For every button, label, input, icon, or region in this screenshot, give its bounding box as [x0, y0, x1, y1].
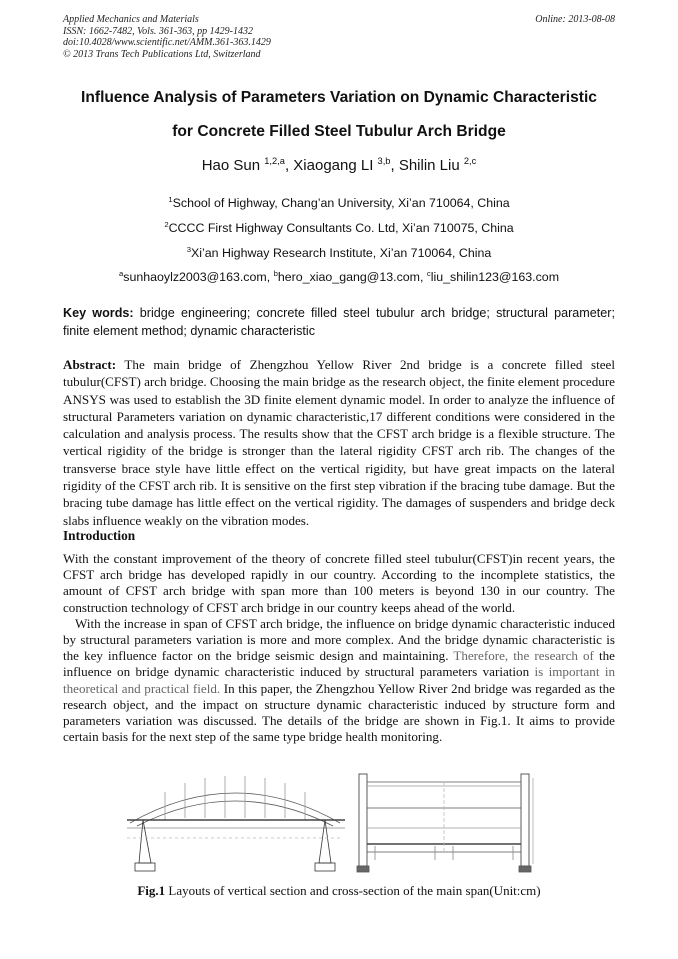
title-line-1: Influence Analysis of Parameters Variation on Dynamic Characteristic [81, 89, 597, 106]
doi-line: doi:10.4028/www.scientific.net/AMM.361-363.1429 [63, 37, 271, 48]
affiliation-1 [0, 196, 678, 210]
intro-text: In this paper, the Zhengzhou Yellow River 2nd bridge was regarded as the research object, and the impact on structure dynamic characteristic induced by structure form and parameters variation was discussed. The details of the bridge are shown in Fig.1. It aims to provide certain basis for the next step of the same type bridge health monitoring. [63, 680, 615, 745]
abstract [63, 356, 615, 529]
figure-1 [125, 768, 565, 878]
affiliation-sup: 3 [186, 244, 191, 254]
intro-paragraph-1: With the constant improvement of the theory of concrete filled steel tubulur(CFST)in recent years, the CFST arch bridge has developed rapidly in our country. According to the incomplete statistics, the amount of CFST arch bridge with span more than 100 meters is beyond 130 in our country. The construction technology of CFST arch bridge in our country keeps ahead of the world. [63, 551, 615, 615]
copyright-line: © 2013 Trans Tech Publications Ltd, Switzerland [63, 48, 261, 60]
author-sup: 1,2,a [264, 156, 285, 166]
author-name: Shilin Liu [398, 157, 464, 174]
author-sup: 3,b [377, 156, 391, 166]
keywords [63, 304, 615, 340]
keywords-label: Key words: [63, 306, 134, 320]
affiliation-text: CCCC First Highway Consultants Co. Ltd, Xi’an 710075, China [168, 221, 514, 235]
intro-text: Therefore, the research of [448, 648, 594, 664]
title-line-2: for Concrete Filled Steel Tubulur Arch Bridge [172, 123, 506, 140]
cross-section-drawing [357, 774, 533, 872]
author-list [0, 157, 678, 174]
affiliation-3 [0, 246, 678, 260]
author-name: Hao Sun [201, 157, 265, 174]
keywords-text: bridge engineering; concrete filled steel tubulur arch bridge; structural parameter; finite element method; dynamic characteristic [63, 306, 615, 338]
affiliation-sup: 2 [164, 219, 169, 229]
email-sup: c [426, 268, 431, 278]
affiliation-text: School of Highway, Chang’an University, Xi’an 710064, China [172, 196, 510, 210]
affiliation-sup: 1 [168, 194, 173, 204]
author-sep: , [390, 157, 399, 174]
affiliation-2 [0, 221, 678, 235]
journal-header [63, 14, 615, 60]
affiliation-text: Xi’an Highway Research Institute, Xi’an 710064, China [190, 246, 492, 260]
email-text: sunhaoylz2003@163.com, [123, 270, 274, 284]
email-text: hero_xiao_gang@13.com, [277, 270, 427, 284]
email-sup: b [273, 268, 278, 278]
intro-text: is important in theoretical and practical field. [63, 664, 616, 696]
abstract-text: The main bridge of Zhengzhou Yellow River 2nd bridge is a concrete filled steel tubulur(CFST) arch bridge. Choosing the main bridge as the research object, the finite element procedure ANSYS was used to establish the 3D finite element dynamic model. In order to analyze the influence of structural Parameters variation on dynamic characteristic,17 different conditions were considered in the calculation and analysis process. The results show that the CFST arch bridge is a flexible structure. The vertical rigidity of the bridge is stronger than the lateral rigidity CFST arch rib. The changes of the transverse brace style have little effect on the vertical rigidity, but have great impacts on the lateral rigidity of the CFST arch rib. It is sensitive on the first step vibration if the bracing tube damage. But the bracing tube damage has little effect on the vertical rigidity. The damages of suspenders and bridge deck slabs influence weakly on the vibration modes. [63, 357, 615, 528]
author-sep: , [284, 157, 294, 174]
issn-line: ISSN: 1662-7482, Vols. 361-363, pp 1429-1432 [63, 25, 253, 37]
bridge-layout-drawing [125, 768, 565, 878]
journal-name: Applied Mechanics and Materials [63, 14, 199, 25]
figure-caption [0, 883, 678, 899]
email-text: liu_shilin123@163.com [430, 270, 560, 284]
figure-caption-label: Fig.1 [137, 883, 166, 898]
intro-text: With the increase in span of CFST arch bridge, the influence on bridge dynamic characteristic induced by structural parameters variation is more and more complex. And the bridge dynamic characteristic is the key influence factor on the bridge seismic design and maintaining. [63, 615, 615, 664]
abstract-label: Abstract: [63, 357, 117, 372]
online-date: Online: 2013-08-08 [535, 14, 615, 25]
author-name: Xiaogang LI [293, 157, 378, 174]
author-sup: 2,c [463, 156, 477, 166]
intro-text: the influence on bridge dynamic characteristic induced by structural parameters variation [63, 648, 615, 680]
introduction-body [63, 551, 615, 745]
email-list [0, 270, 678, 284]
paper-title [40, 89, 638, 157]
section-heading-introduction: Introduction [63, 528, 136, 543]
email-sup: a [118, 268, 124, 278]
intro-paragraph-2 [63, 616, 615, 746]
vertical-section-drawing [127, 776, 345, 871]
figure-caption-text: Layouts of vertical section and cross-section of the main span(Unit:cm) [165, 883, 541, 898]
